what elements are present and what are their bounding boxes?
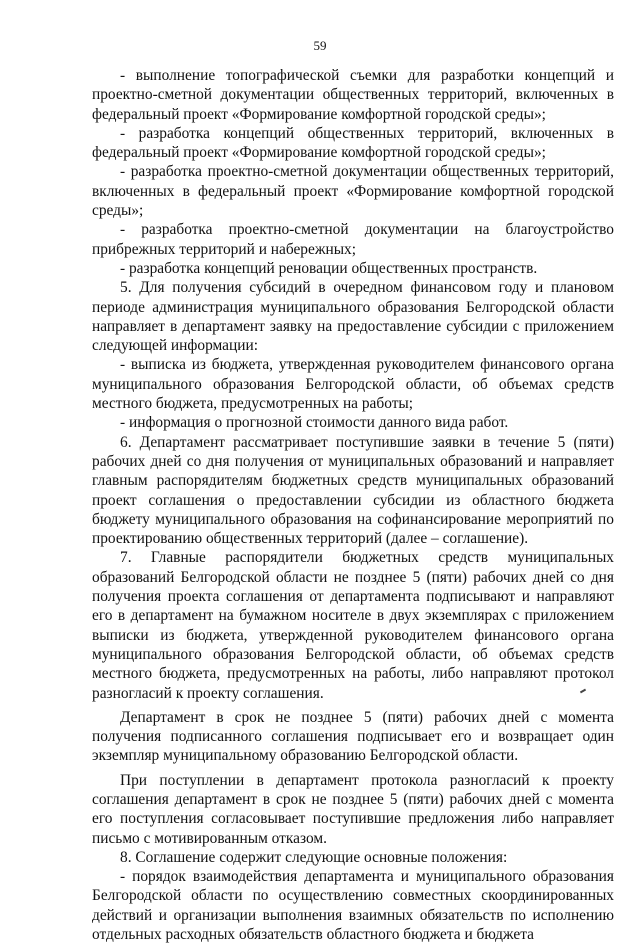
- paragraph-interaction-procedure: - порядок взаимодействия департамента и муниципального образования Белгородской области по осуществлению совместных скоординированных действий и организации выполнения взаимных обязательств по исполнению отдельных расходных обязательств областного бюджета и бюджета: [92, 868, 614, 944]
- paragraph-budget-extract: - выписка из бюджета, утвержденная руководителем финансового органа муниципального образования Белгородской области, об объемах средств местного бюджета, предусмотренных на работы;: [92, 356, 614, 413]
- paragraph-cost-info: - информация о прогнозной стоимости данного вида работ.: [120, 414, 509, 432]
- paragraph-topographic-survey: - выполнение топографической съемки для разработки концепций и проектно-сметной документации общественных территорий, включенных в федеральный проект «Формирование комфортной городской среды»;: [92, 67, 614, 123]
- paragraph-renovation: - разработка концепций реновации общественных пространств.: [120, 259, 538, 277]
- paragraph-coastal-docs: - разработка проектно-сметной документации на благоустройство прибрежных территорий и набережных;: [92, 221, 614, 258]
- paragraph-department-signing: Департамент в срок не позднее 5 (пяти) рабочих дней с момента получения подписанного соглашения подписывает его и возвращает один экземпляр муниципальному образованию Белгородской области.: [92, 708, 614, 765]
- page-number: 59: [313, 38, 327, 53]
- paragraph-design-docs: - разработка проектно-сметной документации общественных территорий, включенных в федеральный проект «Формирование комфортной городской среды»;: [92, 163, 614, 220]
- document-body: [92, 66, 614, 944]
- paragraph-item-8: 8. Соглашение содержит следующие основные положения:: [120, 848, 508, 866]
- paragraph-item-6: 6. Департамент рассматривает поступившие заявки в течение 5 (пяти) рабочих дней со дня получения от муниципальных образований и направляет главным распорядителям бюджетных средств муниципальных образований проект соглашения о предоставлении субсидии из областного бюджета бюджету муниципального образования на софинансирование мероприятий по проектированию общественных территорий (далее – соглашение).: [92, 433, 614, 548]
- paragraph-item-5: 5. Для получения субсидий в очередном финансовом году и плановом периоде администрация муниципального образования Белгородской области направляет в департамент заявку на предоставление субсидии с приложением следующей информации:: [92, 279, 614, 355]
- paragraph-item-7: 7. Главные распорядители бюджетных средств муниципальных образований Белгородской области не позднее 5 (пяти) рабочих дней со дня получения проекта соглашения от департамента подписывают и направляют его в департамент на бумажном носителе в двух экземплярах с приложением выписки из бюджета, утвержденной руководителем финансового органа муниципального образования Белгородской области, об объемах средств местного бюджета, предусмотренных на работы, либо направляют протокол разногласий к проекту соглашения.: [92, 549, 614, 702]
- paragraph-disagreement-protocol: При поступлении в департамент протокола разногласий к проекту соглашения департамент в срок не позднее 5 (пяти) рабочих дней с момента его поступления согласовывает поступившие предложения либо направляет письмо с мотивированным отказом.: [92, 771, 614, 847]
- paragraph-concepts: - разработка концепций общественных территорий, включенных в федеральный проект «Формирование комфортной городской среды»;: [92, 124, 614, 162]
